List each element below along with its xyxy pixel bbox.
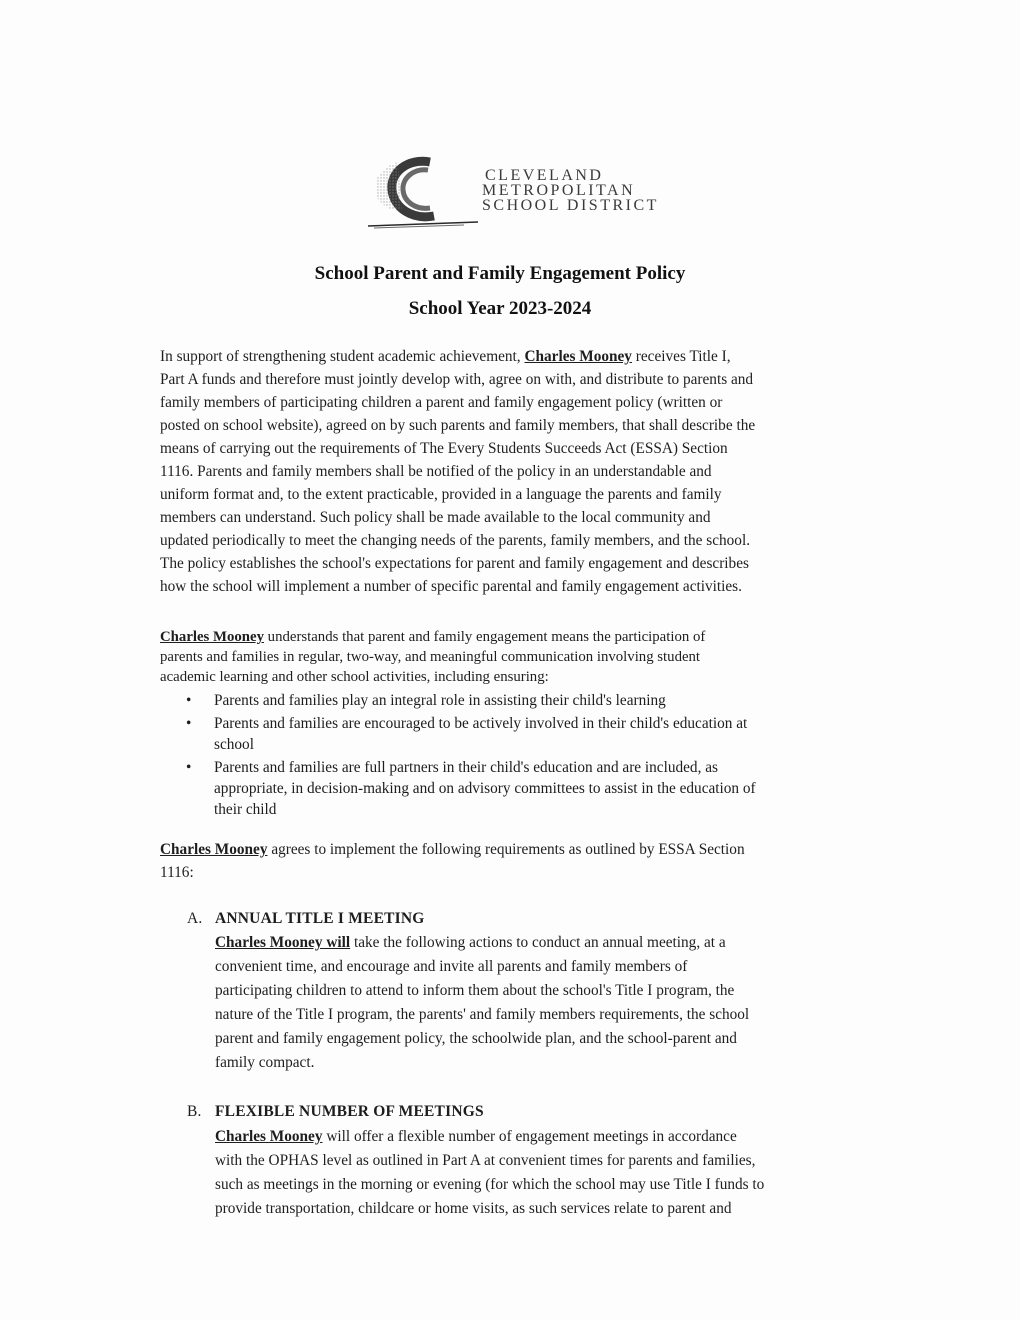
intro-paragraph bbox=[160, 345, 755, 598]
section-a-line: nature of the Title I program, the parents' and family members requirements, the school bbox=[215, 1006, 750, 1023]
intro-line: updated periodically to meet the changing needs of the parents, family members, and the school. bbox=[160, 532, 751, 549]
section-a-heading bbox=[187, 910, 425, 928]
section-b-line: with the OPHAS level as outlined in Part A at convenient times for parents and families, bbox=[215, 1152, 756, 1169]
section-b-line: such as meetings in the morning or evening (for which the school may use Title I funds to bbox=[215, 1176, 765, 1193]
intro-line: family members of participating children a parent and family engagement policy (written or bbox=[160, 394, 723, 411]
intro-line-1 bbox=[160, 345, 755, 368]
agrees-paragraph bbox=[160, 838, 745, 884]
bullet-line: Parents and families are full partners in their child's education and are included, as bbox=[214, 759, 718, 776]
district-logo bbox=[368, 150, 658, 234]
school-name: Charles Mooney will bbox=[215, 934, 351, 951]
section-a-line: parent and family engagement policy, the schoolwide plan, and the school-parent and bbox=[215, 1030, 737, 1047]
intro-line: posted on school website), agreed on by such parents and family members, that shall describe the bbox=[160, 417, 756, 434]
understands-line: academic learning and other school activities, including ensuring: bbox=[160, 669, 549, 685]
section-b-body bbox=[215, 1125, 764, 1221]
intro-text: receives Title I, bbox=[631, 348, 731, 365]
intro-line: 1116. Parents and family members shall be notified of the policy in an understandable and bbox=[160, 463, 712, 480]
intro-line: means of carrying out the requirements of The Every Students Succeeds Act (ESSA) Section bbox=[160, 440, 728, 457]
bullet-line: Parents and families are encouraged to be actively involved in their child's education at bbox=[214, 715, 748, 732]
agrees-line-1 bbox=[160, 838, 745, 861]
district-name bbox=[482, 168, 659, 213]
intro-line: how the school will implement a number of specific parental and family engagement activities. bbox=[160, 578, 742, 595]
school-name: Charles Mooney bbox=[215, 1128, 323, 1145]
intro-line: The policy establishes the school's expectations for parent and family engagement and describes bbox=[160, 555, 749, 572]
bullet-icon: • bbox=[186, 715, 192, 732]
page-subtitle: School Year 2023-2024 bbox=[408, 298, 592, 319]
bullet-icon: • bbox=[186, 759, 192, 776]
logo-line-3: SCHOOL DISTRICT bbox=[482, 197, 659, 214]
section-a-line-1 bbox=[215, 931, 749, 955]
bullet-line: their child bbox=[214, 801, 277, 818]
page-title: School Parent and Family Engagement Policy bbox=[314, 263, 686, 284]
bullet-line: school bbox=[214, 736, 254, 753]
section-letter: A. bbox=[187, 910, 203, 927]
understands-line-1 bbox=[160, 627, 705, 647]
section-b-line: provide transportation, childcare or home visits, as such services relate to parent and bbox=[215, 1200, 732, 1217]
intro-text: In support of strengthening student academic achievement, bbox=[160, 348, 525, 365]
section-a-line: convenient time, and encourage and invite all parents and family members of bbox=[215, 958, 688, 975]
understands-text: understands that parent and family engagement means the participation of bbox=[263, 629, 706, 645]
section-b-heading bbox=[187, 1103, 484, 1121]
bullet-line: appropriate, in decision-making and on advisory committees to assist in the education of bbox=[214, 780, 756, 797]
section-text: will offer a flexible number of engagement meetings in accordance bbox=[322, 1128, 737, 1145]
section-a-body bbox=[215, 931, 749, 1075]
intro-line: uniform format and, to the extent practicable, provided in a language the parents and family bbox=[160, 486, 722, 503]
logo-line-1: CLEVELAND bbox=[485, 167, 604, 184]
bullet-icon: • bbox=[186, 692, 192, 709]
engagement-bullet-list bbox=[186, 690, 756, 822]
section-b-line-1 bbox=[215, 1125, 764, 1149]
section-title: FLEXIBLE NUMBER OF MEETINGS bbox=[215, 1103, 484, 1120]
list-item bbox=[186, 757, 756, 820]
agrees-text: agrees to implement the following requirements as outlined by ESSA Section bbox=[267, 841, 745, 858]
understands-line: parents and families in regular, two-way, and meaningful communication involving student bbox=[160, 649, 701, 665]
school-name: Charles Mooney bbox=[160, 841, 268, 858]
section-letter: B. bbox=[187, 1103, 202, 1120]
intro-line: members can understand. Such policy shall be made available to the local community and bbox=[160, 509, 711, 526]
school-name: Charles Mooney bbox=[160, 629, 264, 645]
understands-paragraph bbox=[160, 627, 705, 687]
school-name: Charles Mooney bbox=[524, 348, 632, 365]
logo-line-2: METROPOLITAN bbox=[482, 182, 636, 199]
section-a-line: participating children to attend to inform them about the school's Title I program, the bbox=[215, 982, 735, 999]
cmsd-c-logo-icon bbox=[368, 150, 478, 230]
section-a-line: family compact. bbox=[215, 1054, 315, 1071]
list-item bbox=[186, 713, 756, 755]
list-item bbox=[186, 690, 756, 711]
bullet-line: Parents and families play an integral role in assisting their child's learning bbox=[214, 692, 666, 709]
section-title: ANNUAL TITLE I MEETING bbox=[215, 910, 425, 927]
intro-line: Part A funds and therefore must jointly develop with, agree on with, and distribute to parents and bbox=[160, 371, 754, 388]
agrees-line: 1116: bbox=[160, 864, 194, 881]
section-text: take the following actions to conduct an annual meeting, at a bbox=[350, 934, 726, 951]
